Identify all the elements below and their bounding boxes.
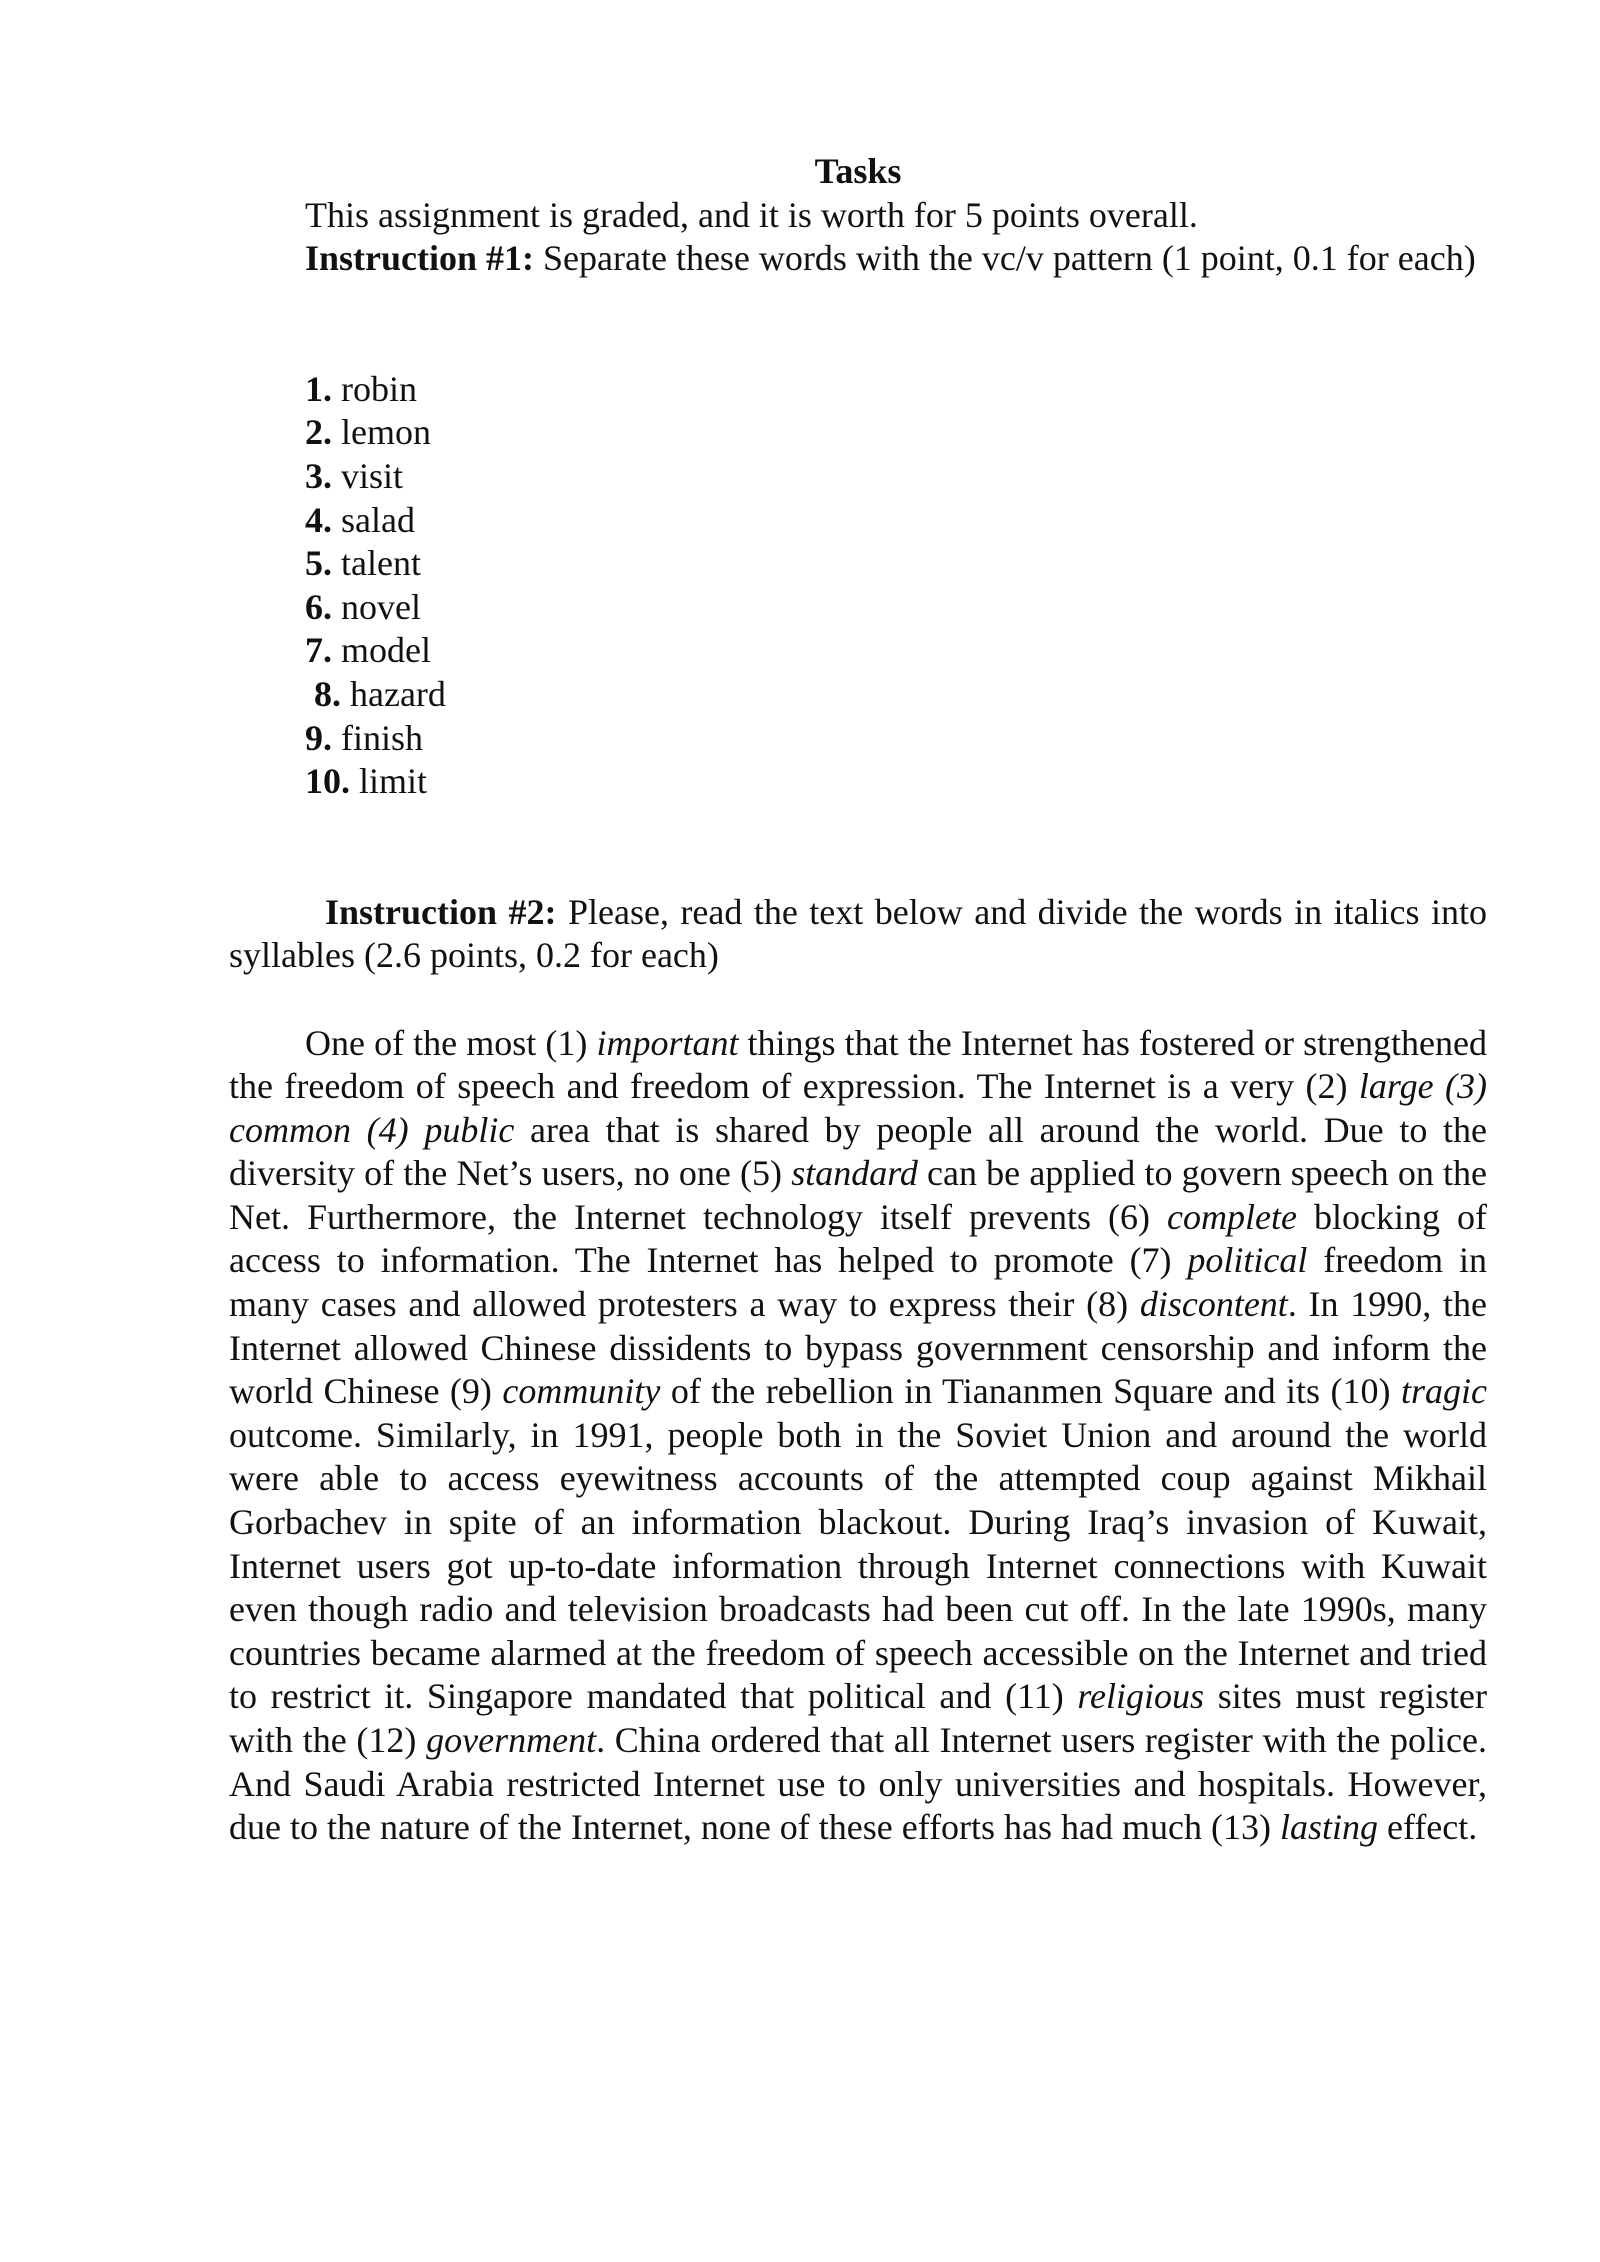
instruction-2-label: Instruction #2: [325,891,557,932]
list-word: visit [332,455,404,496]
italic-word: political [1187,1240,1308,1281]
instruction-1-text: Separate these words with the vc/v pattern (1 point, 0.1 for each) [534,238,1476,279]
passage-paragraph [229,1022,1487,1850]
instruction-1-label: Instruction #1: [305,238,535,279]
list-number: 2. [305,412,332,453]
list-number: 5. [305,543,332,584]
list-item [305,368,1487,412]
italic-word: large (3) common (4) public [229,1066,1487,1150]
document-page [229,150,1487,1850]
instruction-2-paragraph [229,891,1487,978]
list-word: finish [332,717,424,758]
italic-word: important [596,1022,739,1063]
list-number: 4. [305,499,332,540]
list-item [305,411,1487,455]
list-item [305,717,1487,761]
italic-word: religious [1077,1676,1205,1717]
passage-text: effect. [1378,1807,1478,1848]
list-number: 1. [305,368,332,409]
list-number: 7. [305,630,332,671]
list-word: novel [332,586,421,627]
passage-text: . China ordered that all Internet users register with the police. And Saudi Arabia restricted Internet use to only universities and hospitals. However, due to the nature of the Internet, none of these efforts has had much (13) [229,1720,1487,1848]
passage-text: One of the most (1) [305,1022,597,1063]
list-item [305,455,1487,499]
passage-text: things that the Internet has fostered or strengthened the freedom of speech and freedom of expression. The Internet is a very (2) [229,1022,1488,1107]
list-item [305,586,1487,630]
spacer [229,978,1487,1022]
italic-word: standard [791,1153,918,1194]
list-word: talent [332,543,421,584]
instruction-2-text: Please, read the text below and divide the words in italics into syllables (2.6 points, 0.2 for each) [229,891,1487,976]
passage-text: freedom in many cases and allowed protesters a way to express their (8) [229,1240,1487,1325]
passage-text: can be applied to govern speech on the Net. Furthermore, the Internet technology itself prevents (6) [229,1153,1487,1237]
list-word: salad [332,499,415,540]
list-word: model [332,630,431,671]
intro-paragraph: This assignment is graded, and it is worth for 5 points overall. [305,194,1198,235]
italic-word: government [426,1720,597,1760]
passage-text: . In 1990, the Internet allowed Chinese dissidents to bypass government censorship and inform the world Chinese (9) [229,1284,1487,1412]
instruction-1-paragraph [229,237,1487,281]
list-item [305,673,1487,717]
list-number: 3. [305,455,332,496]
italic-word: discontent [1139,1284,1288,1325]
italic-word: complete [1167,1196,1297,1237]
passage-text: blocking of access to information. The Internet has helped to promote (7) [229,1196,1487,1281]
list-word: lemon [332,412,431,453]
list-item [305,499,1487,543]
list-item [305,542,1487,586]
list-number: 6. [305,586,332,627]
list-number: 10. [305,761,350,802]
spacer [229,804,1487,891]
list-number: 9. [305,717,332,758]
list-word: robin [332,368,417,409]
list-word: hazard [341,673,446,714]
list-number: 8. [314,673,341,714]
list-item [305,760,1487,804]
passage-text: outcome. Similarly, in 1991, people both in the Soviet Union and around the world were able to access eyewitness accounts of the attempted coup against Mikhail Gorbachev in spite of an information blackout. During Iraq’s invasion of Kuwait, Internet users got up-to-date information through Internet connections with Kuwait even though radio and television broadcasts had been cut off. In the late 1990s, many countries became alarmed at the freedom of speech accessible on the Internet and tried to restrict it. Singapore mandated that political and (11) [229,1414,1487,1717]
italic-word: lasting [1279,1807,1378,1848]
passage-text: of the rebellion in Tiananmen Square and its (10) [660,1371,1402,1412]
page-title: Tasks [814,151,902,191]
list-word: limit [350,761,428,802]
list-item [305,629,1487,673]
word-list [229,368,1487,804]
italic-word: community [502,1371,661,1412]
italic-word: tragic [1401,1371,1488,1412]
passage-text: sites must register with the (12) [229,1676,1487,1760]
spacer [229,281,1487,368]
passage-text: area that is shared by people all around the world. Due to the diversity of the Net’s users, no one (5) [229,1109,1488,1194]
